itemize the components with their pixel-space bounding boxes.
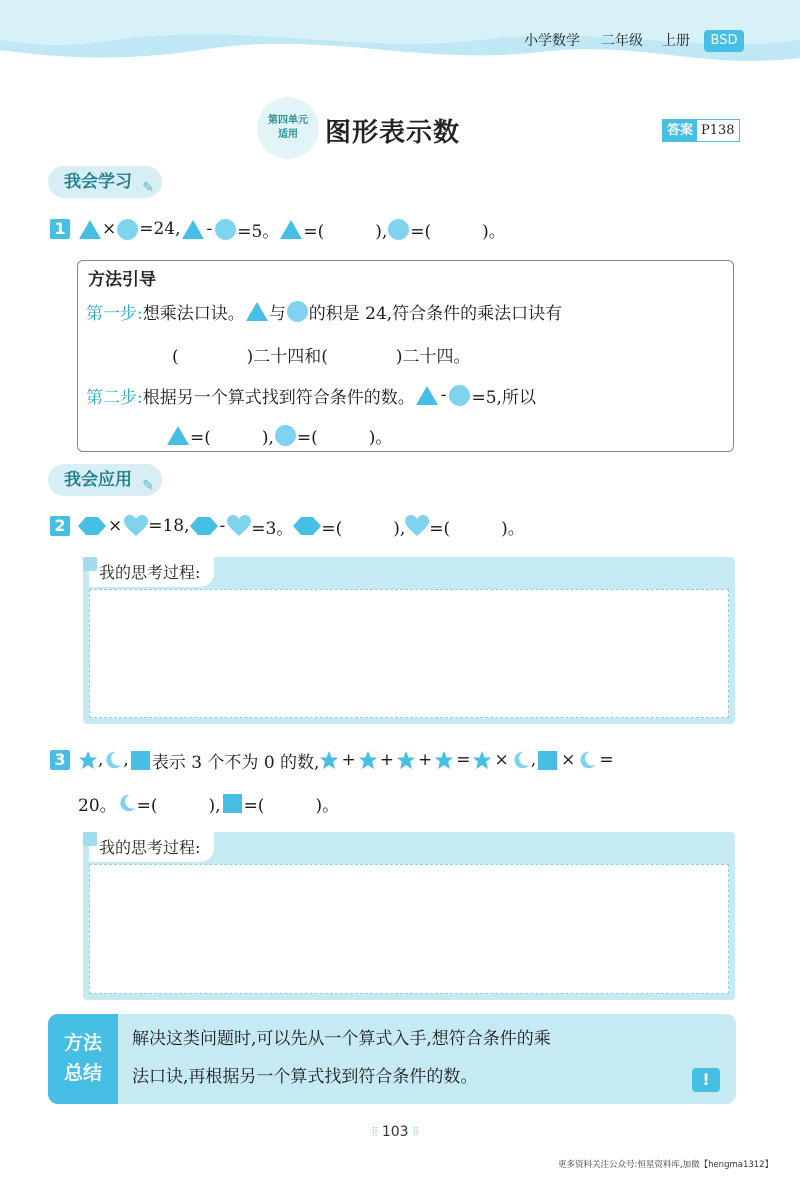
summary-label-line1: 方法 [63, 1032, 102, 1054]
summary-text [132, 1020, 722, 1096]
q3-plus: + [379, 750, 394, 770]
diamond-icon [78, 517, 106, 535]
header-subject: 小学数学 [524, 33, 580, 49]
step-2-label: 第二步: [86, 387, 143, 408]
thinking-label-q3: 我的思考过程: [89, 832, 214, 862]
q3-equals: = [456, 750, 471, 770]
q3-plus: + [417, 750, 433, 770]
header-volume: 上册 [662, 33, 690, 49]
q1-answer-triangle[interactable]: =( ), [303, 221, 388, 242]
q1-text-minus: - [206, 219, 213, 239]
moon-icon [103, 750, 123, 770]
triangle-icon [79, 220, 101, 239]
section-learn [48, 166, 162, 198]
circle-icon [117, 219, 138, 240]
question-number-3: 3 [50, 750, 70, 770]
corner-decoration [83, 832, 97, 846]
pencil-icon: ✎ [142, 478, 154, 494]
footer-note: 更多资料关注公众号:恒星资料库,加微【hengma1312】 [558, 1160, 774, 1170]
moon-icon [511, 750, 531, 770]
question-number-1: 1 [50, 219, 70, 239]
question-number-2: 2 [50, 516, 70, 536]
square-icon [131, 751, 150, 770]
step-2-minus: - [440, 385, 447, 405]
guide-step-2-line2 [166, 421, 392, 449]
q3-answer-square[interactable]: =( )。 [243, 795, 340, 816]
q3-result: 20。 [78, 795, 117, 816]
circle-icon [388, 219, 409, 240]
q3-answer-moon[interactable]: =( ), [136, 795, 221, 816]
method-guide-title: 方法引导 [88, 270, 156, 290]
thinking-box-q2 [83, 557, 735, 724]
question-3-line1 [78, 746, 616, 774]
step-1-text-a: 想乘法口诀。 [142, 303, 245, 324]
q3-comma-1: , [98, 750, 104, 770]
moon-icon [577, 750, 597, 770]
page-title: 图形表示数 [325, 118, 461, 148]
heart-icon [405, 515, 429, 537]
unit-badge [257, 97, 319, 159]
q3-text-desc: 表示 3 个不为 0 的数, [151, 752, 320, 773]
step-1-text-b: 与 [268, 303, 286, 324]
page-number-value: 103 [381, 1124, 409, 1140]
q3-times: × [494, 750, 509, 770]
q2-text-product: =18, [148, 516, 190, 536]
triangle-icon [280, 220, 302, 239]
circle-icon [215, 219, 236, 240]
q1-answer-circle[interactable]: =( )。 [410, 221, 506, 242]
diamond-icon [293, 517, 321, 535]
q2-text-minus: - [219, 516, 226, 536]
heart-icon [124, 515, 148, 537]
star-icon [358, 750, 378, 770]
summary-label-line2: 总结 [63, 1062, 102, 1084]
answer-reference [662, 119, 740, 142]
method-summary [48, 1014, 736, 1104]
guide-step-1 [86, 297, 562, 325]
page-number-left-decoration: ⦙⦙ [372, 1125, 378, 1139]
triangle-icon [167, 426, 189, 445]
corner-decoration [83, 557, 97, 571]
thinking-area-q2[interactable] [89, 589, 729, 718]
star-icon [319, 750, 339, 770]
q3-comma-2: , [123, 750, 129, 770]
star-icon [396, 750, 416, 770]
diamond-icon [190, 517, 218, 535]
triangle-icon [246, 302, 268, 321]
q3-plus: + [341, 750, 356, 770]
step-2-answer-triangle[interactable]: =( ), [190, 427, 274, 448]
guide-step-1-line2[interactable]: ( )二十四和( )二十四。 [172, 346, 471, 367]
question-2 [78, 512, 525, 540]
step-1-text-c: 的积是 24,符合条件的乘法口诀有 [308, 303, 563, 324]
q2-text-times: × [108, 516, 123, 536]
page-number-right-decoration: ⦙⦙ [413, 1125, 419, 1139]
q3-times: × [561, 750, 576, 770]
unit-badge-line2: 适用 [278, 129, 298, 140]
step-1-label: 第一步: [86, 303, 143, 324]
step-2-text-a: 根据另一个算式找到符合条件的数。 [142, 387, 415, 408]
q1-text-product: =24, [139, 219, 181, 239]
unit-badge-line1: 第四单元 [268, 115, 308, 126]
step-2-answer-circle[interactable]: =( )。 [296, 427, 393, 448]
q3-equals: = [599, 750, 614, 770]
page-number [372, 1124, 418, 1140]
moon-icon [117, 793, 137, 813]
summary-line-2: 法口诀,再根据另一个算式找到符合条件的数。 [132, 1067, 478, 1087]
q2-answer-heart[interactable]: =( )。 [429, 518, 525, 539]
question-3-line2 [78, 789, 339, 817]
edition-badge: BSD [704, 30, 744, 52]
section-apply-label: 我会应用 [64, 470, 132, 490]
star-icon [434, 750, 454, 770]
section-apply [48, 464, 162, 496]
circle-icon [275, 425, 296, 446]
q3-comma-3: , [530, 750, 537, 770]
q1-text-diff: =5。 [237, 221, 280, 242]
square-icon [538, 751, 557, 770]
exclamation-icon: ! [692, 1068, 720, 1092]
answer-page: P138 [701, 123, 735, 138]
q1-text-times: × [102, 219, 117, 239]
heart-icon [227, 515, 251, 537]
step-2-text-c: =5,所以 [471, 387, 536, 408]
triangle-icon [182, 220, 204, 239]
star-icon [472, 750, 492, 770]
thinking-area-q3[interactable] [89, 864, 729, 994]
circle-icon [287, 301, 308, 322]
circle-icon [449, 385, 470, 406]
pencil-icon: ✎ [142, 180, 154, 196]
q2-answer-diamond[interactable]: =( ), [321, 518, 406, 539]
answer-label: 答案 [663, 120, 697, 141]
header-grade: 二年级 [601, 33, 643, 49]
guide-step-2 [86, 381, 536, 409]
square-icon [223, 794, 242, 813]
summary-label [48, 1014, 118, 1104]
section-learn-label: 我会学习 [64, 172, 132, 192]
q2-text-diff: =3。 [251, 518, 294, 539]
summary-line-1: 解决这类问题时,可以先从一个算式入手,想符合条件的乘 [132, 1029, 551, 1049]
thinking-box-q3 [83, 832, 735, 1000]
triangle-icon [416, 386, 438, 405]
question-1 [78, 216, 506, 242]
star-icon [78, 750, 98, 770]
thinking-label-q2: 我的思考过程: [89, 557, 214, 587]
